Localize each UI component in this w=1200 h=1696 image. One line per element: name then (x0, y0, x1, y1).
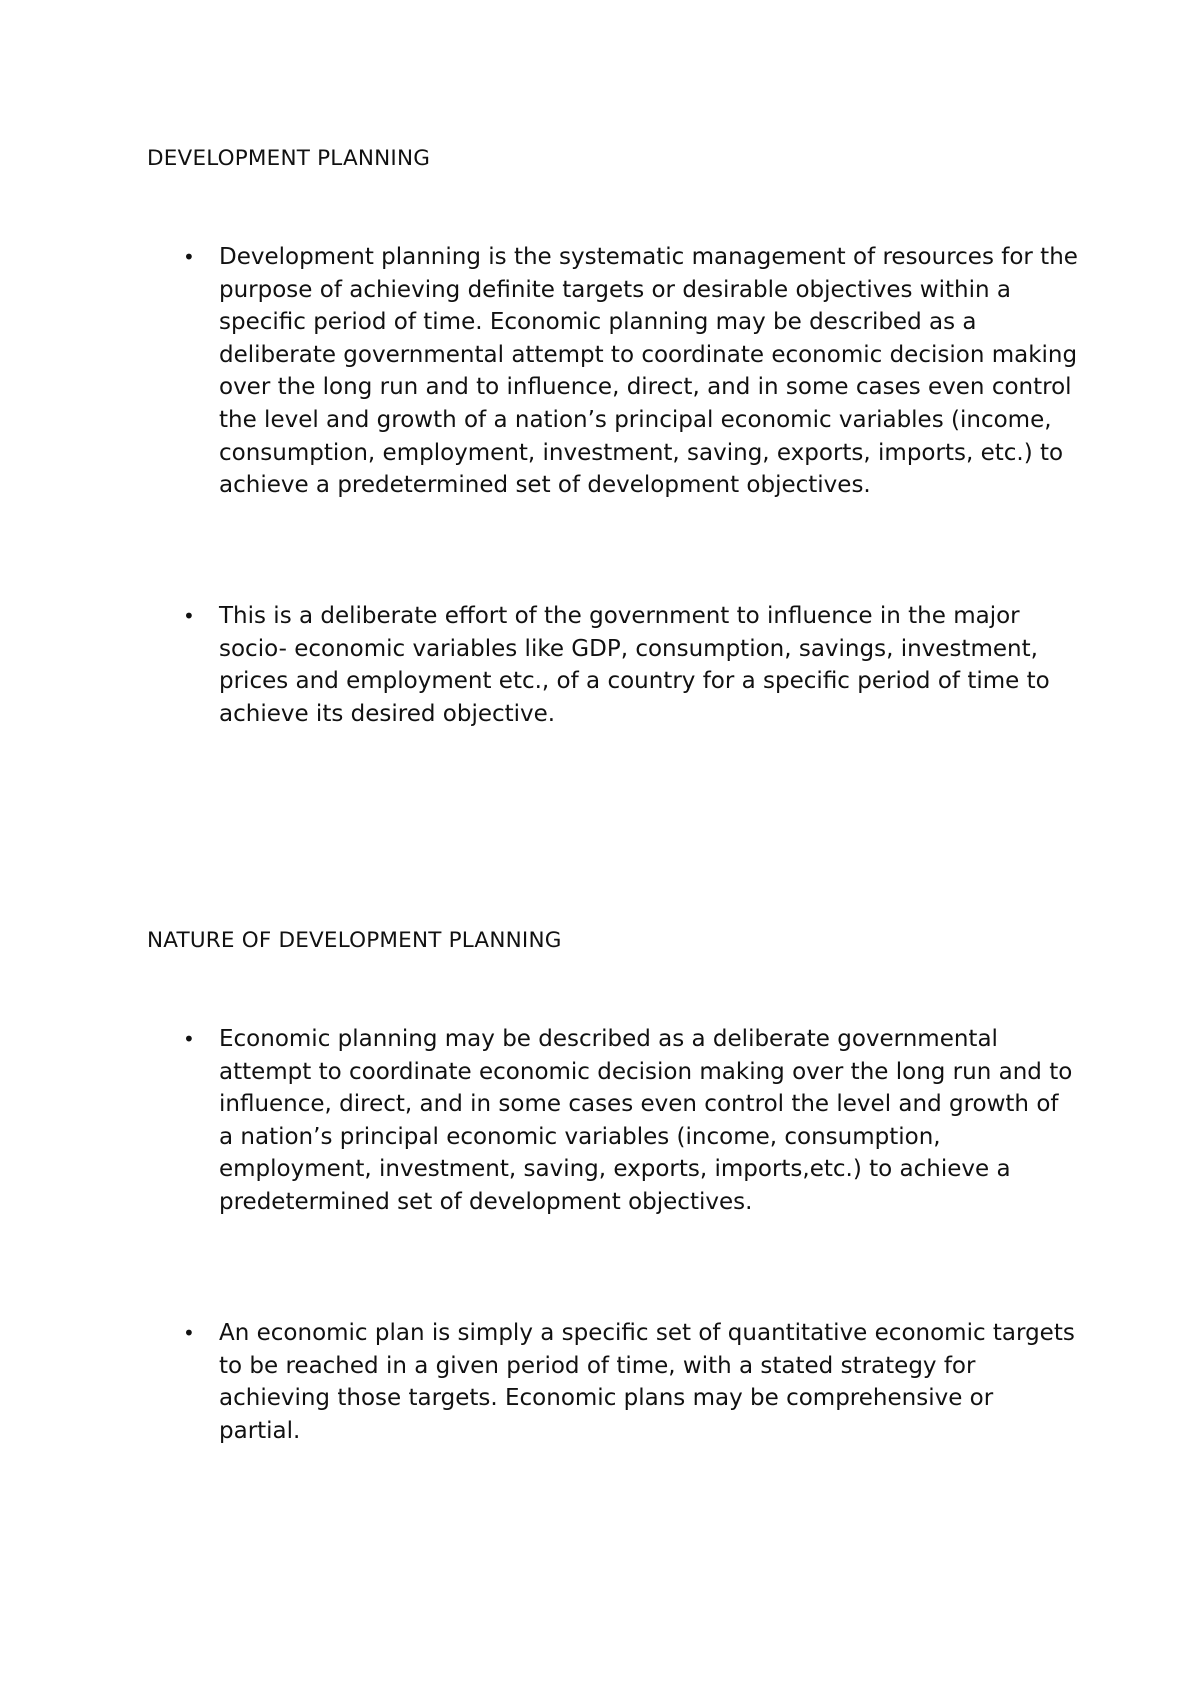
section-heading-development-planning: DEVELOPMENT PLANNING (147, 146, 431, 171)
bullet-text: Development planning is the systematic management of resources for the purpose of achieving definite targets or desirable objectives within a specific period of time. Economic planning may be described as a deliberate governmental attempt to coordinate economic decision making over the long run and to influence, direct, and in some cases even control the level and growth of a nation’s principal economic variables (income, consumption, employment, investment, saving, exports, imports, etc.) to achieve a predetermined set of development objectives. (219, 244, 1078, 499)
bullet-icon: • (183, 1321, 195, 1345)
bullet-icon: • (183, 1027, 195, 1051)
section-heading-nature-of-development-planning: NATURE OF DEVELOPMENT PLANNING (147, 928, 562, 953)
bullet-text: Economic planning may be described as a deliberate governmental attempt to coordinate economic decision making over the long run and to influence, direct, and in some cases even control the level and growth of a nation’s principal economic variables (income, consumption, employment, investment, saving, exports, imports,etc.) to achieve a predetermined set of development objectives. (219, 1026, 1073, 1215)
bullet-icon: • (183, 604, 195, 628)
bullet-text: This is a deliberate effort of the government to influence in the major socio- economic variables like GDP, consumption, savings, investment, prices and employment etc., of a country for a specific period of time to achieve its desired objective. (219, 603, 1050, 727)
bullet-text: An economic plan is simply a specific set of quantitative economic targets to be reached in a given period of time, with a stated strategy for achieving those targets. Economic plans may be comprehensive or partial. (219, 1320, 1075, 1444)
bullet-icon: • (183, 245, 195, 269)
